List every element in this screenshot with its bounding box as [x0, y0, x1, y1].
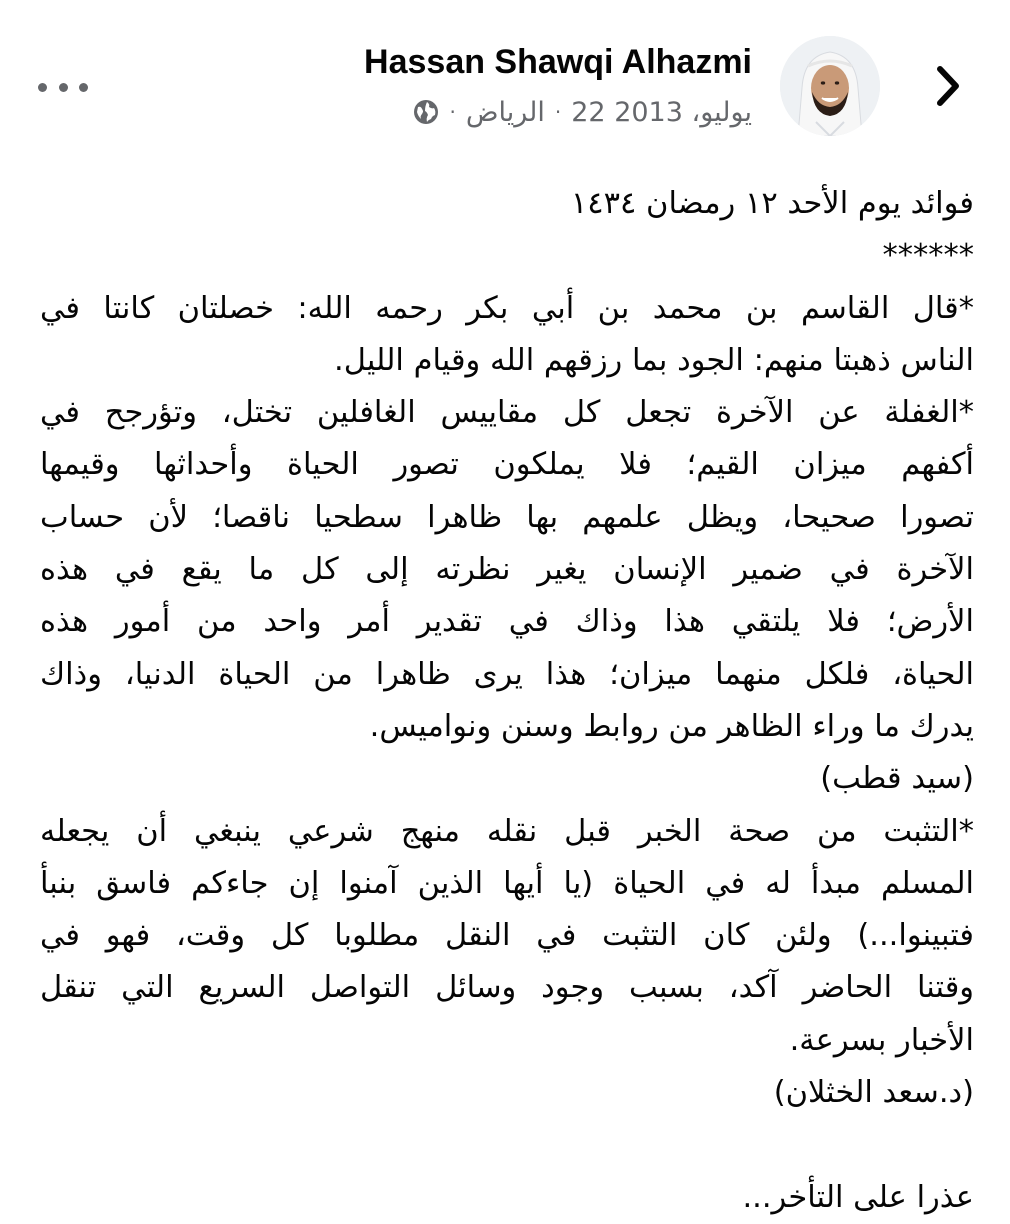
post-header	[0, 0, 1010, 150]
divider-stars: ******	[882, 238, 974, 274]
post-text-line: الحياة، فلكل منهما ميزان؛ هذا يرى ظاهرا من الحياة الدنيا، وذاك	[40, 656, 974, 692]
post-text-line: الأخبار بسرعة.	[789, 1022, 974, 1058]
post-location[interactable]: الرياض	[465, 96, 545, 128]
post-text	[40, 178, 974, 1224]
chevron-right-icon[interactable]	[928, 62, 968, 110]
more-horizontal-icon	[59, 83, 68, 92]
paragraph-spacer	[40, 1119, 974, 1171]
author-name[interactable]: Hassan Shawqi Alhazmi	[364, 43, 752, 81]
post-closing-line: عذرا على التأخر...	[742, 1179, 974, 1215]
post-text-line: تصورا صحيحا، ويظل علمهم بها ظاهرا سطحيا ناقصا؛ لأن حساب	[40, 499, 974, 535]
post-text-line: فتبينوا...) ولئن كان التثبت في النقل مطلوبا كل وقت، فهو في	[40, 918, 974, 954]
post-text-line: *الغفلة عن الآخرة تجعل كل مقاييس الغافلين تختل، وتؤرجح في	[40, 395, 974, 431]
post-text-line: *قال القاسم بن محمد بن أبي بكر رحمه الله: خصلتان كانتا في	[40, 290, 974, 326]
post-text-line: الأرض؛ فلا يلتقي هذا وذاك في تقدير أمر واحد من أمور هذه	[40, 604, 974, 640]
post-meta	[412, 92, 753, 132]
quote-attribution: (د.سعد الخثلان)	[773, 1075, 974, 1111]
post-date[interactable]: 22 يوليو، 2013	[571, 96, 752, 128]
meta-separator: ·	[449, 100, 456, 124]
post-text-line: *التثبت من صحة الخبر قبل نقله منهج شرعي ينبغي أن يجعله	[40, 813, 974, 849]
post-title-line: فوائد يوم الأحد ١٢ رمضان ١٤٣٤	[570, 186, 974, 221]
post-text-line: الآخرة في ضمير الإنسان يغير نظرته إلى كل ما يقع في هذه	[40, 552, 974, 588]
more-horizontal-icon	[38, 83, 47, 92]
post-text-line: المسلم مبدأ له في الحياة (يا أيها الذين آمنوا إن جاءكم فاسق بنبأ	[40, 865, 974, 901]
post-text-line: يدرك ما وراء الظاهر من روابط وسنن ونواميس.	[369, 708, 974, 744]
more-options-button[interactable]	[38, 72, 88, 102]
avatar[interactable]	[780, 36, 880, 136]
quote-attribution: (سيد قطب)	[820, 761, 974, 797]
meta-separator: ·	[554, 100, 562, 124]
post-text-line: الناس ذهبتا منهم: الجود بما رزقهم الله وقيام الليل.	[334, 342, 974, 378]
globe-icon	[412, 98, 440, 126]
post-text-line: وقتنا الحاضر آكد، بسبب وجود وسائل التواصل السريع التي تنقل	[40, 970, 974, 1006]
more-horizontal-icon	[79, 83, 88, 92]
post-text-line: أكفهم ميزان القيم؛ فلا يملكون تصور الحياة وأحداثها وقيمها	[40, 447, 974, 483]
